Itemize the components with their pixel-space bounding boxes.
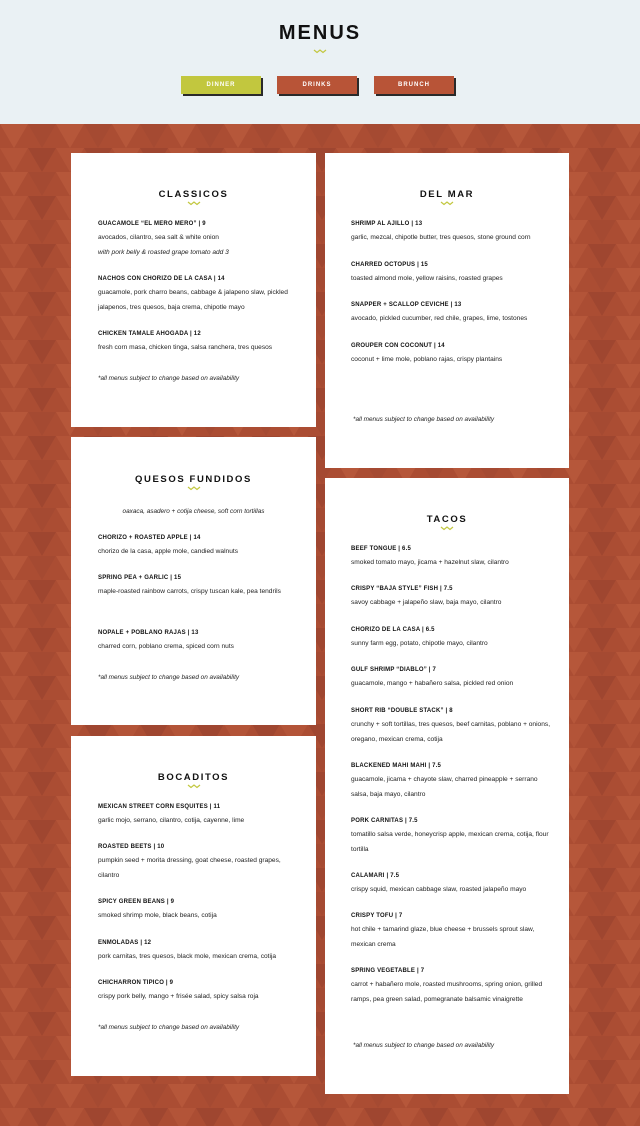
item-name: GROUPER CON COCONUT | 14 — [351, 343, 445, 349]
item-name: SPICY GREEN BEANS | 9 — [98, 899, 175, 905]
item-description: tomatillo salsa verde, honeycrisp apple, mexican crema, cotija, flour tortilla — [351, 831, 549, 853]
page-title — [0, 22, 640, 54]
item-description: avocados, cilantro, sea salt & white onion — [98, 234, 219, 241]
item-description: garlic mojo, serrano, cilantro, cotija, cayenne, lime — [98, 817, 245, 824]
item-name: NOPALE + POBLANO RAJAS | 13 — [98, 630, 199, 636]
item-description: savoy cabbage + jalapeño slaw, baja mayo, cilantro — [351, 599, 502, 606]
menu-tabs — [0, 76, 640, 98]
availability-footnote: *all menus subject to change based on availability — [353, 416, 495, 423]
squiggle-icon — [187, 783, 201, 789]
item-description: guacamole, jicama + chayote slaw, charred pineapple + serrano salsa, baja mayo, cilantro — [351, 776, 538, 798]
item-name: BEEF TONGUE | 6.5 — [351, 546, 411, 552]
menu-item — [98, 331, 298, 355]
section-title: BOCADITOS — [157, 772, 230, 783]
item-description: maple-roasted rainbow carrots, crispy tuscan kale, pea tendrils — [98, 588, 281, 595]
availability-footnote: *all menus subject to change based on availability — [98, 674, 240, 681]
squiggle-icon — [313, 48, 327, 54]
section-classicos — [71, 153, 316, 427]
squiggle-icon — [187, 485, 201, 491]
item-name: SPRING PEA + GARLIC | 15 — [98, 575, 182, 581]
tab-dinner[interactable]: DINNER — [181, 76, 261, 94]
item-name: CHICHARRON TIPICO | 9 — [98, 980, 174, 986]
item-name: ENMOLADAS | 12 — [98, 940, 152, 946]
item-description: guacamole, mango + habañero salsa, pickled red onion — [351, 680, 514, 687]
item-description: coconut + lime mole, poblano rajas, crispy plantains — [351, 356, 503, 363]
section-title: TACOS — [426, 514, 468, 525]
item-name: MEXICAN STREET CORN ESQUITES | 11 — [98, 804, 221, 810]
header — [0, 0, 640, 124]
item-description: sunny farm egg, potato, chipotle mayo, cilantro — [351, 640, 488, 647]
section-quesos-fundidos — [71, 437, 316, 725]
squiggle-icon — [440, 525, 454, 531]
item-name: GULF SHRIMP “DIABLO” | 7 — [351, 667, 437, 673]
item-description: avocado, pickled cucumber, red chile, grapes, lime, tostones — [351, 315, 528, 322]
item-description: crunchy + soft tortillas, tres quesos, beef carnitas, poblano + onions, oregano, mexican crema, cotija — [351, 721, 551, 743]
menu-item — [98, 276, 298, 315]
item-note: with pork belly & roasted grape tomato add 3 — [98, 249, 229, 256]
item-name: CHORIZO DE LA CASA | 6.5 — [351, 627, 435, 633]
availability-footnote: *all menus subject to change based on availability — [98, 1024, 240, 1031]
section-bocaditos — [71, 736, 316, 1076]
menu-item — [98, 221, 298, 260]
item-description: smoked tomato mayo, jicama + hazelnut slaw, cilantro — [351, 559, 509, 566]
item-name: SNAPPER + SCALLOP CEVICHE | 13 — [351, 302, 462, 308]
item-description: charred corn, poblano crema, spiced corn nuts — [98, 643, 234, 650]
item-name: ROASTED BEETS | 10 — [98, 844, 165, 850]
availability-footnote: *all menus subject to change based on availability — [98, 375, 240, 382]
item-name: CRISPY TOFU | 7 — [351, 913, 403, 919]
tab-drinks[interactable]: DRINKS — [277, 76, 357, 94]
page-title-text: MENUS — [278, 22, 362, 44]
item-name: SPRING VEGETABLE | 7 — [351, 968, 425, 974]
item-name: CHORIZO + ROASTED APPLE | 14 — [98, 535, 201, 541]
item-description: garlic, mezcal, chipotle butter, tres quesos, stone ground corn — [351, 234, 531, 241]
item-description: hot chile + tamarind glaze, blue cheese + brussels sprout slaw, mexican crema — [351, 926, 535, 948]
item-description: pork carnitas, tres quesos, black mole, mexican crema, cotija — [98, 953, 277, 960]
item-name: CHARRED OCTOPUS | 15 — [351, 262, 428, 268]
availability-footnote: *all menus subject to change based on availability — [353, 1042, 495, 1049]
item-name: CHICKEN TAMALE AHOGADA | 12 — [98, 331, 201, 337]
squiggle-icon — [187, 200, 201, 206]
section-title: CLASSICOS — [158, 189, 229, 200]
section-del-mar — [325, 153, 569, 468]
item-description: crispy pork belly, mango + frisée salad, spicy salsa roja — [98, 993, 259, 1000]
item-name: NACHOS CON CHORIZO DE LA CASA | 14 — [98, 276, 225, 282]
tab-brunch[interactable]: BRUNCH — [374, 76, 454, 94]
item-description: fresh corn masa, chicken tinga, salsa ranchera, tres quesos — [98, 344, 273, 351]
section-title: QUESOS FUNDIDOS — [135, 474, 252, 485]
section-tacos — [325, 478, 569, 1094]
item-description: pumpkin seed + morita dressing, goat cheese, roasted grapes, cilantro — [98, 857, 281, 879]
item-name: PORK CARNITAS | 7.5 — [351, 818, 418, 824]
section-title: DEL MAR — [419, 189, 475, 200]
item-description: guacamole, pork charro beans, cabbage & jalapeno slaw, pickled jalapenos, tres quesos, baja crema, chipotle mayo — [98, 289, 288, 311]
item-description: toasted almond mole, yellow raisins, roasted grapes — [351, 275, 503, 282]
item-name: SHRIMP AL AJILLO | 13 — [351, 221, 423, 227]
section-subtitle: oaxaca, asadero + cotija cheese, soft corn tortillas — [122, 508, 265, 515]
item-description: carrot + habañero mole, roasted mushrooms, spring onion, grilled ramps, pea green salad, pomegranate balsamic vinaigrette — [351, 981, 543, 1003]
item-name: GUACAMOLE “EL MERO MERO” | 9 — [98, 221, 206, 227]
item-description: smoked shrimp mole, black beans, cotija — [98, 912, 217, 919]
item-name: CRISPY “BAJA STYLE” FISH | 7.5 — [351, 586, 453, 592]
item-name: SHORT RIB “DOUBLE STACK” | 8 — [351, 708, 453, 714]
item-description: crispy squid, mexican cabbage slaw, roasted jalapeño mayo — [351, 886, 527, 893]
item-name: CALAMARI | 7.5 — [351, 873, 400, 879]
item-description: chorizo de la casa, apple mole, candied walnuts — [98, 548, 239, 555]
item-name: BLACKENED MAHI MAHI | 7.5 — [351, 763, 442, 769]
squiggle-icon — [440, 200, 454, 206]
